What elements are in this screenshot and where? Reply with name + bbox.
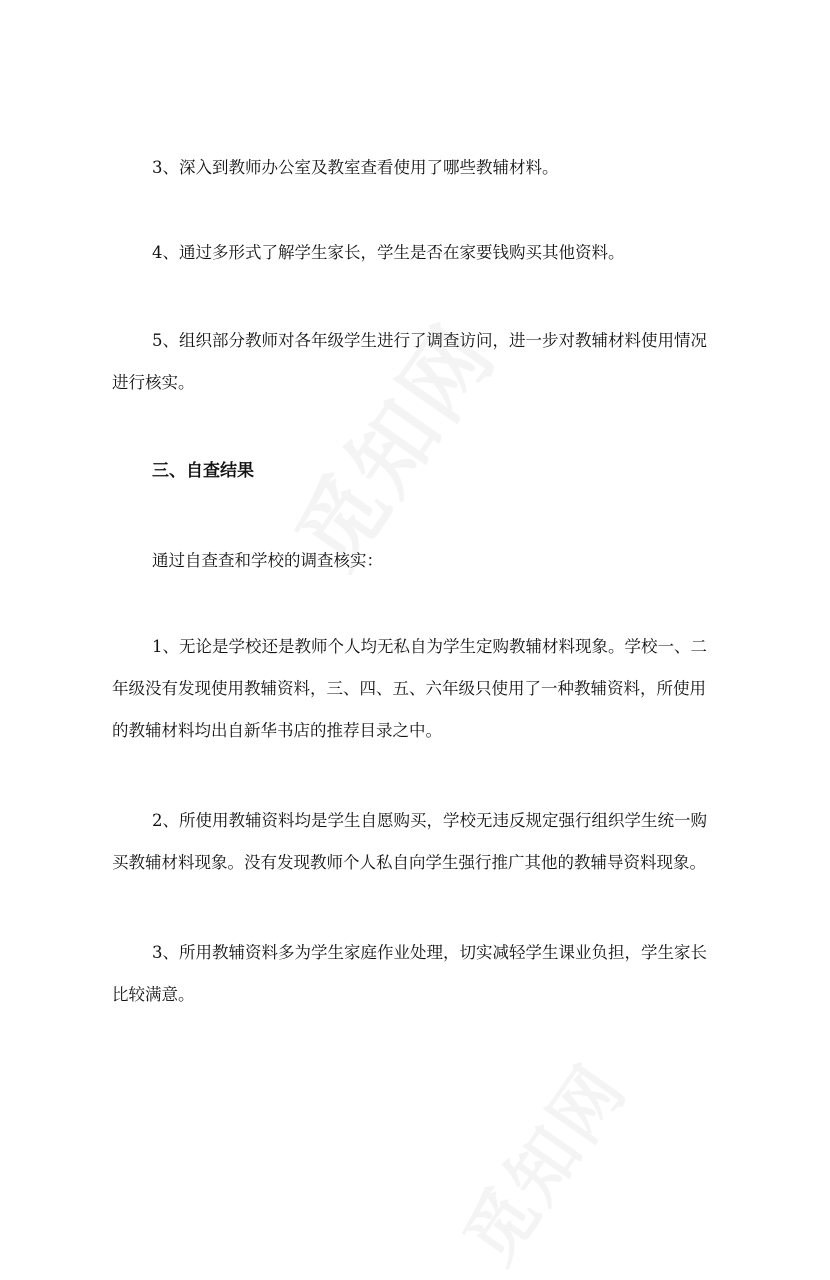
result-item-1: 1、无论是学校还是教师个人均无私自为学生定购教辅材料现象。学校一、二年级没有发现使用教辅资料，三、四、五、六年级只使用了一种教辅资料，所使用的教辅材料均出自新华书店的推荐目录之中。 (112, 637, 707, 740)
check-item-5: 5、组织部分教师对各年级学生进行了调查访问，进一步对教辅材料使用情况进行核实。 (112, 331, 707, 392)
result-item-2: 2、所使用教辅资料均是学生自愿购买，学校无违反规定强行组织学生统一购买教辅材料现象。没有发现教师个人私自向学生强行推广其他的教辅导资料现象。 (112, 811, 707, 872)
check-item-3: 3、深入到教师办公室及教室查看使用了哪些教辅材料。 (152, 158, 559, 177)
check-item-4: 4、通过多形式了解学生家长，学生是否在家要钱购买其他资料。 (152, 243, 625, 262)
result-item-3: 3、所用教辅资料多为学生家庭作业处理，切实减轻学生课业负担，学生家长比较满意。 (112, 943, 707, 1004)
section-heading-self-check-results: 三、自查结果 (152, 461, 254, 481)
results-intro: 通过自查查和学校的调查核实： (152, 551, 383, 570)
watermark-bottom (436, 1041, 646, 1280)
